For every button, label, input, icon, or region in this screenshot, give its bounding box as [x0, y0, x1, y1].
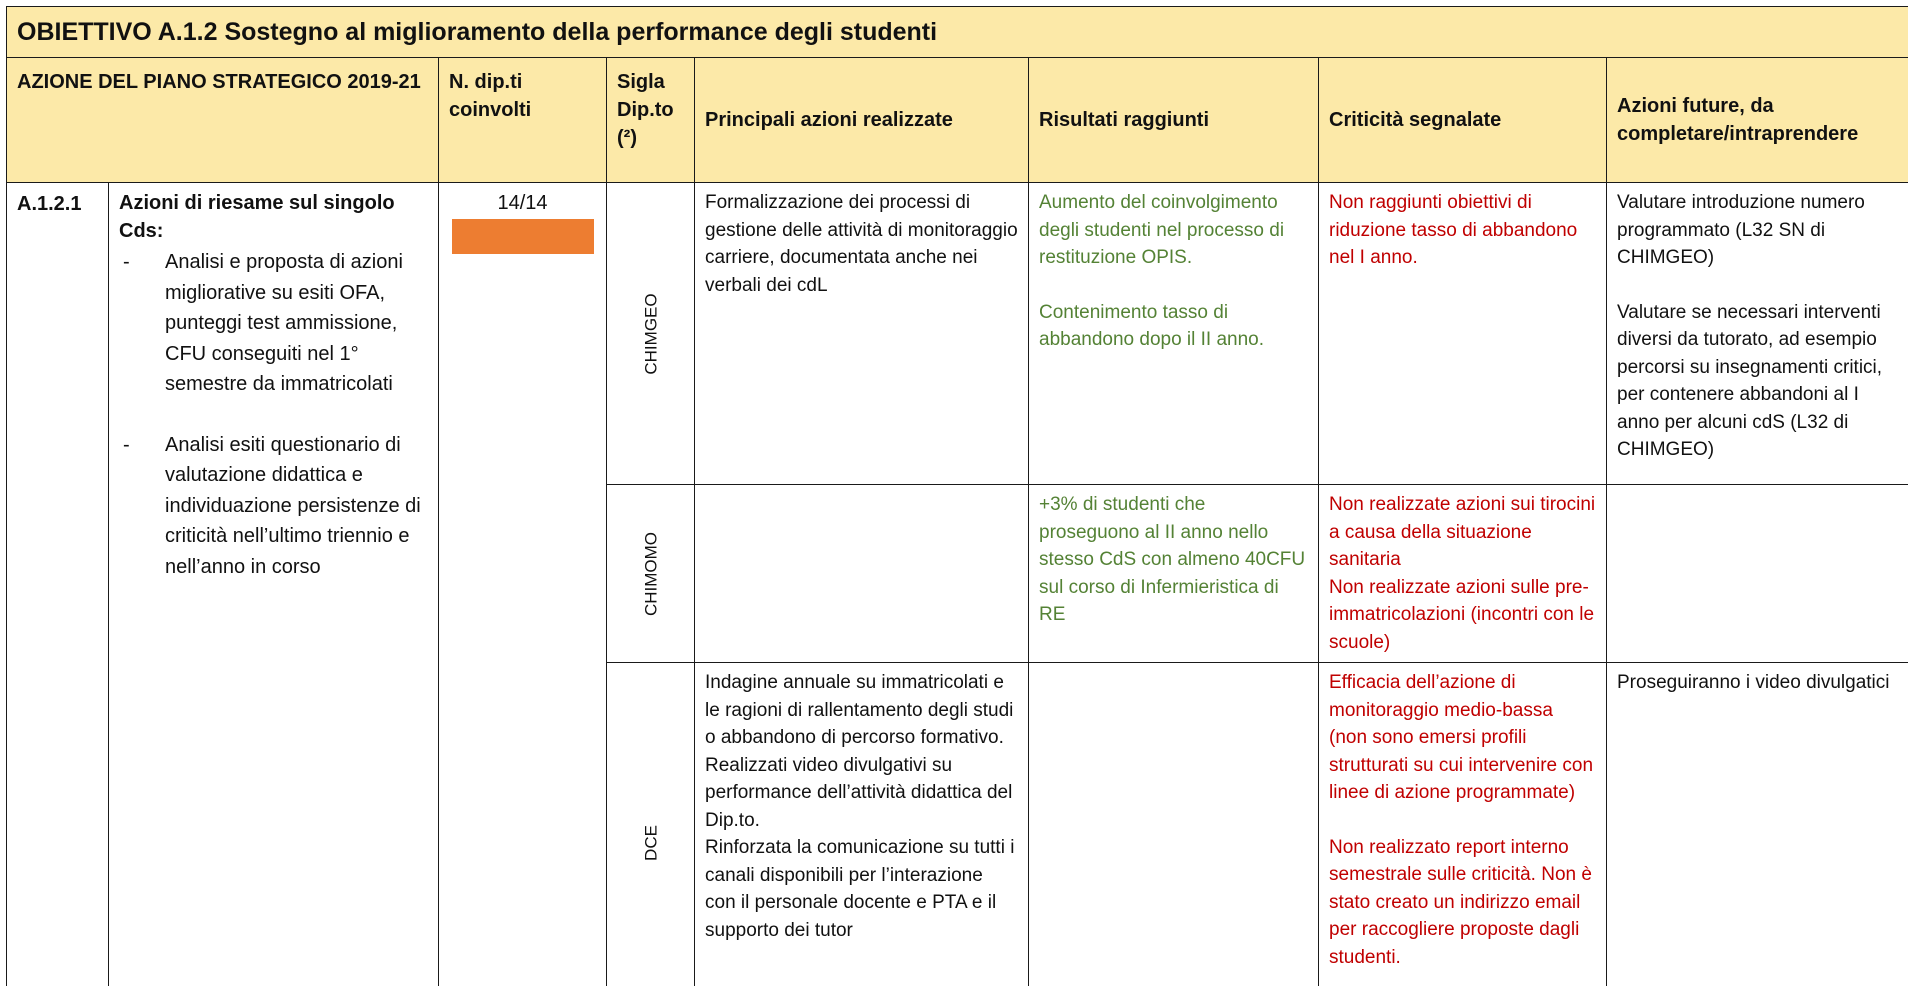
list-dash: -: [123, 247, 130, 278]
criticita-cell: [1319, 183, 1607, 485]
future-text: Valutare introduzione numero programmato (L32 SN di CHIMGEO): [1617, 189, 1898, 272]
action-item: [119, 430, 428, 583]
sigla-cell: [607, 183, 695, 485]
header-azione: AZIONE DEL PIANO STRATEGICO 2019-21: [7, 58, 439, 183]
action-code: A.1.2.1: [7, 183, 109, 986]
ndip-value: 14/14: [439, 189, 606, 217]
action-description: [109, 183, 439, 986]
sigla-cell: [607, 663, 695, 986]
sigla-cell: [607, 485, 695, 663]
action-list: [119, 247, 428, 582]
objective-title: OBIETTIVO A.1.2 Sostegno al miglioramento della performance degli studenti: [7, 7, 1908, 58]
ndip-progress-bar: [452, 219, 594, 254]
header-sigla: Sigla Dip.to (²): [607, 58, 695, 183]
risultati-cell: [1029, 183, 1319, 485]
risultati-text: Contenimento tasso di abbandono dopo il II anno.: [1039, 299, 1308, 354]
risultati-text: Aumento del coinvolgimento degli studenti nel processo di restituzione OPIS.: [1039, 189, 1308, 272]
header-principali: Principali azioni realizzate: [695, 58, 1029, 183]
title-row: [7, 7, 1908, 58]
future-text: Proseguiranno i video divulgatici: [1617, 669, 1898, 697]
objective-table: [6, 6, 1908, 986]
future-cell: [1607, 663, 1908, 986]
ndip-cell: [439, 183, 607, 986]
action-item: [119, 247, 428, 400]
principali-text: Indagine annuale su immatricolati e le ragioni di rallentamento degli studi o abbandono di percorso formativo.: [705, 669, 1018, 752]
header-criticita: Criticità segnalate: [1319, 58, 1607, 183]
risultati-cell: [1029, 485, 1319, 663]
principali-cell: [695, 183, 1029, 485]
sigla-label: CHIMGEO: [637, 293, 665, 374]
criticita-cell: [1319, 663, 1607, 986]
criticita-text: Non realizzate azioni sulle pre-immatricolazioni (incontri con le scuole): [1329, 574, 1596, 657]
sigla-label: CHIMOMO: [637, 531, 665, 615]
criticita-text: Non realizzate azioni sui tirocini a causa della situazione sanitaria: [1329, 491, 1596, 574]
action-item-text: Analisi e proposta di azioni migliorative su esiti OFA, punteggi test ammissione, CFU conseguiti nel 1° semestre da immatricolati: [165, 251, 403, 395]
criticita-text: Non raggiunti obiettivi di riduzione tasso di abbandono nel I anno.: [1329, 189, 1596, 272]
header-ndip: N. dip.ti coinvolti: [439, 58, 607, 183]
header-row: [7, 58, 1908, 183]
principali-text: Rinforzata la comunicazione su tutti i canali disponibili per l’interazione con il personale docente e PTA e il supporto dei tutor: [705, 834, 1018, 944]
list-dash: -: [123, 430, 130, 461]
principali-text: Formalizzazione dei processi di gestione delle attività di monitoraggio carriere, documentata anche nei verbali dei cdL: [705, 189, 1018, 299]
future-cell: [1607, 183, 1908, 485]
criticita-text: Non realizzato report interno semestrale sulle criticità. Non è stato creato un indirizzo email per raccogliere proposte dagli studenti.: [1329, 834, 1596, 972]
principali-text: Realizzati video divulgativi su performance dell’attività didattica del Dip.to.: [705, 752, 1018, 835]
criticita-text: Efficacia dell’azione di monitoraggio medio-bassa (non sono emersi profili strutturati su cui intervenire con linee di azione programmate): [1329, 669, 1596, 807]
principali-cell: [695, 485, 1029, 663]
future-text: Valutare se necessari interventi diversi da tutorato, ad esempio percorsi su insegnamenti critici, per contenere abbandoni al I anno per alcuni cdS (L32 di CHIMGEO): [1617, 299, 1898, 464]
header-risultati: Risultati raggiunti: [1029, 58, 1319, 183]
document-sheet: [6, 6, 1908, 986]
header-future: Azioni future, da completare/intraprendere: [1607, 58, 1908, 183]
criticita-cell: [1319, 485, 1607, 663]
principali-cell: [695, 663, 1029, 986]
row-chimgeo: [7, 183, 1908, 485]
future-cell: [1607, 485, 1908, 663]
action-item-text: Analisi esiti questionario di valutazione didattica e individuazione persistenze di criticità nell’ultimo triennio e nell’anno in corso: [165, 434, 421, 578]
risultati-cell: [1029, 663, 1319, 986]
action-title: Azioni di riesame sul singolo Cds:: [119, 189, 428, 245]
risultati-text: +3% di studenti che proseguono al II anno nello stesso CdS con almeno 40CFU sul corso di Infermieristica di RE: [1039, 491, 1308, 629]
sigla-label: DCE: [637, 825, 665, 861]
